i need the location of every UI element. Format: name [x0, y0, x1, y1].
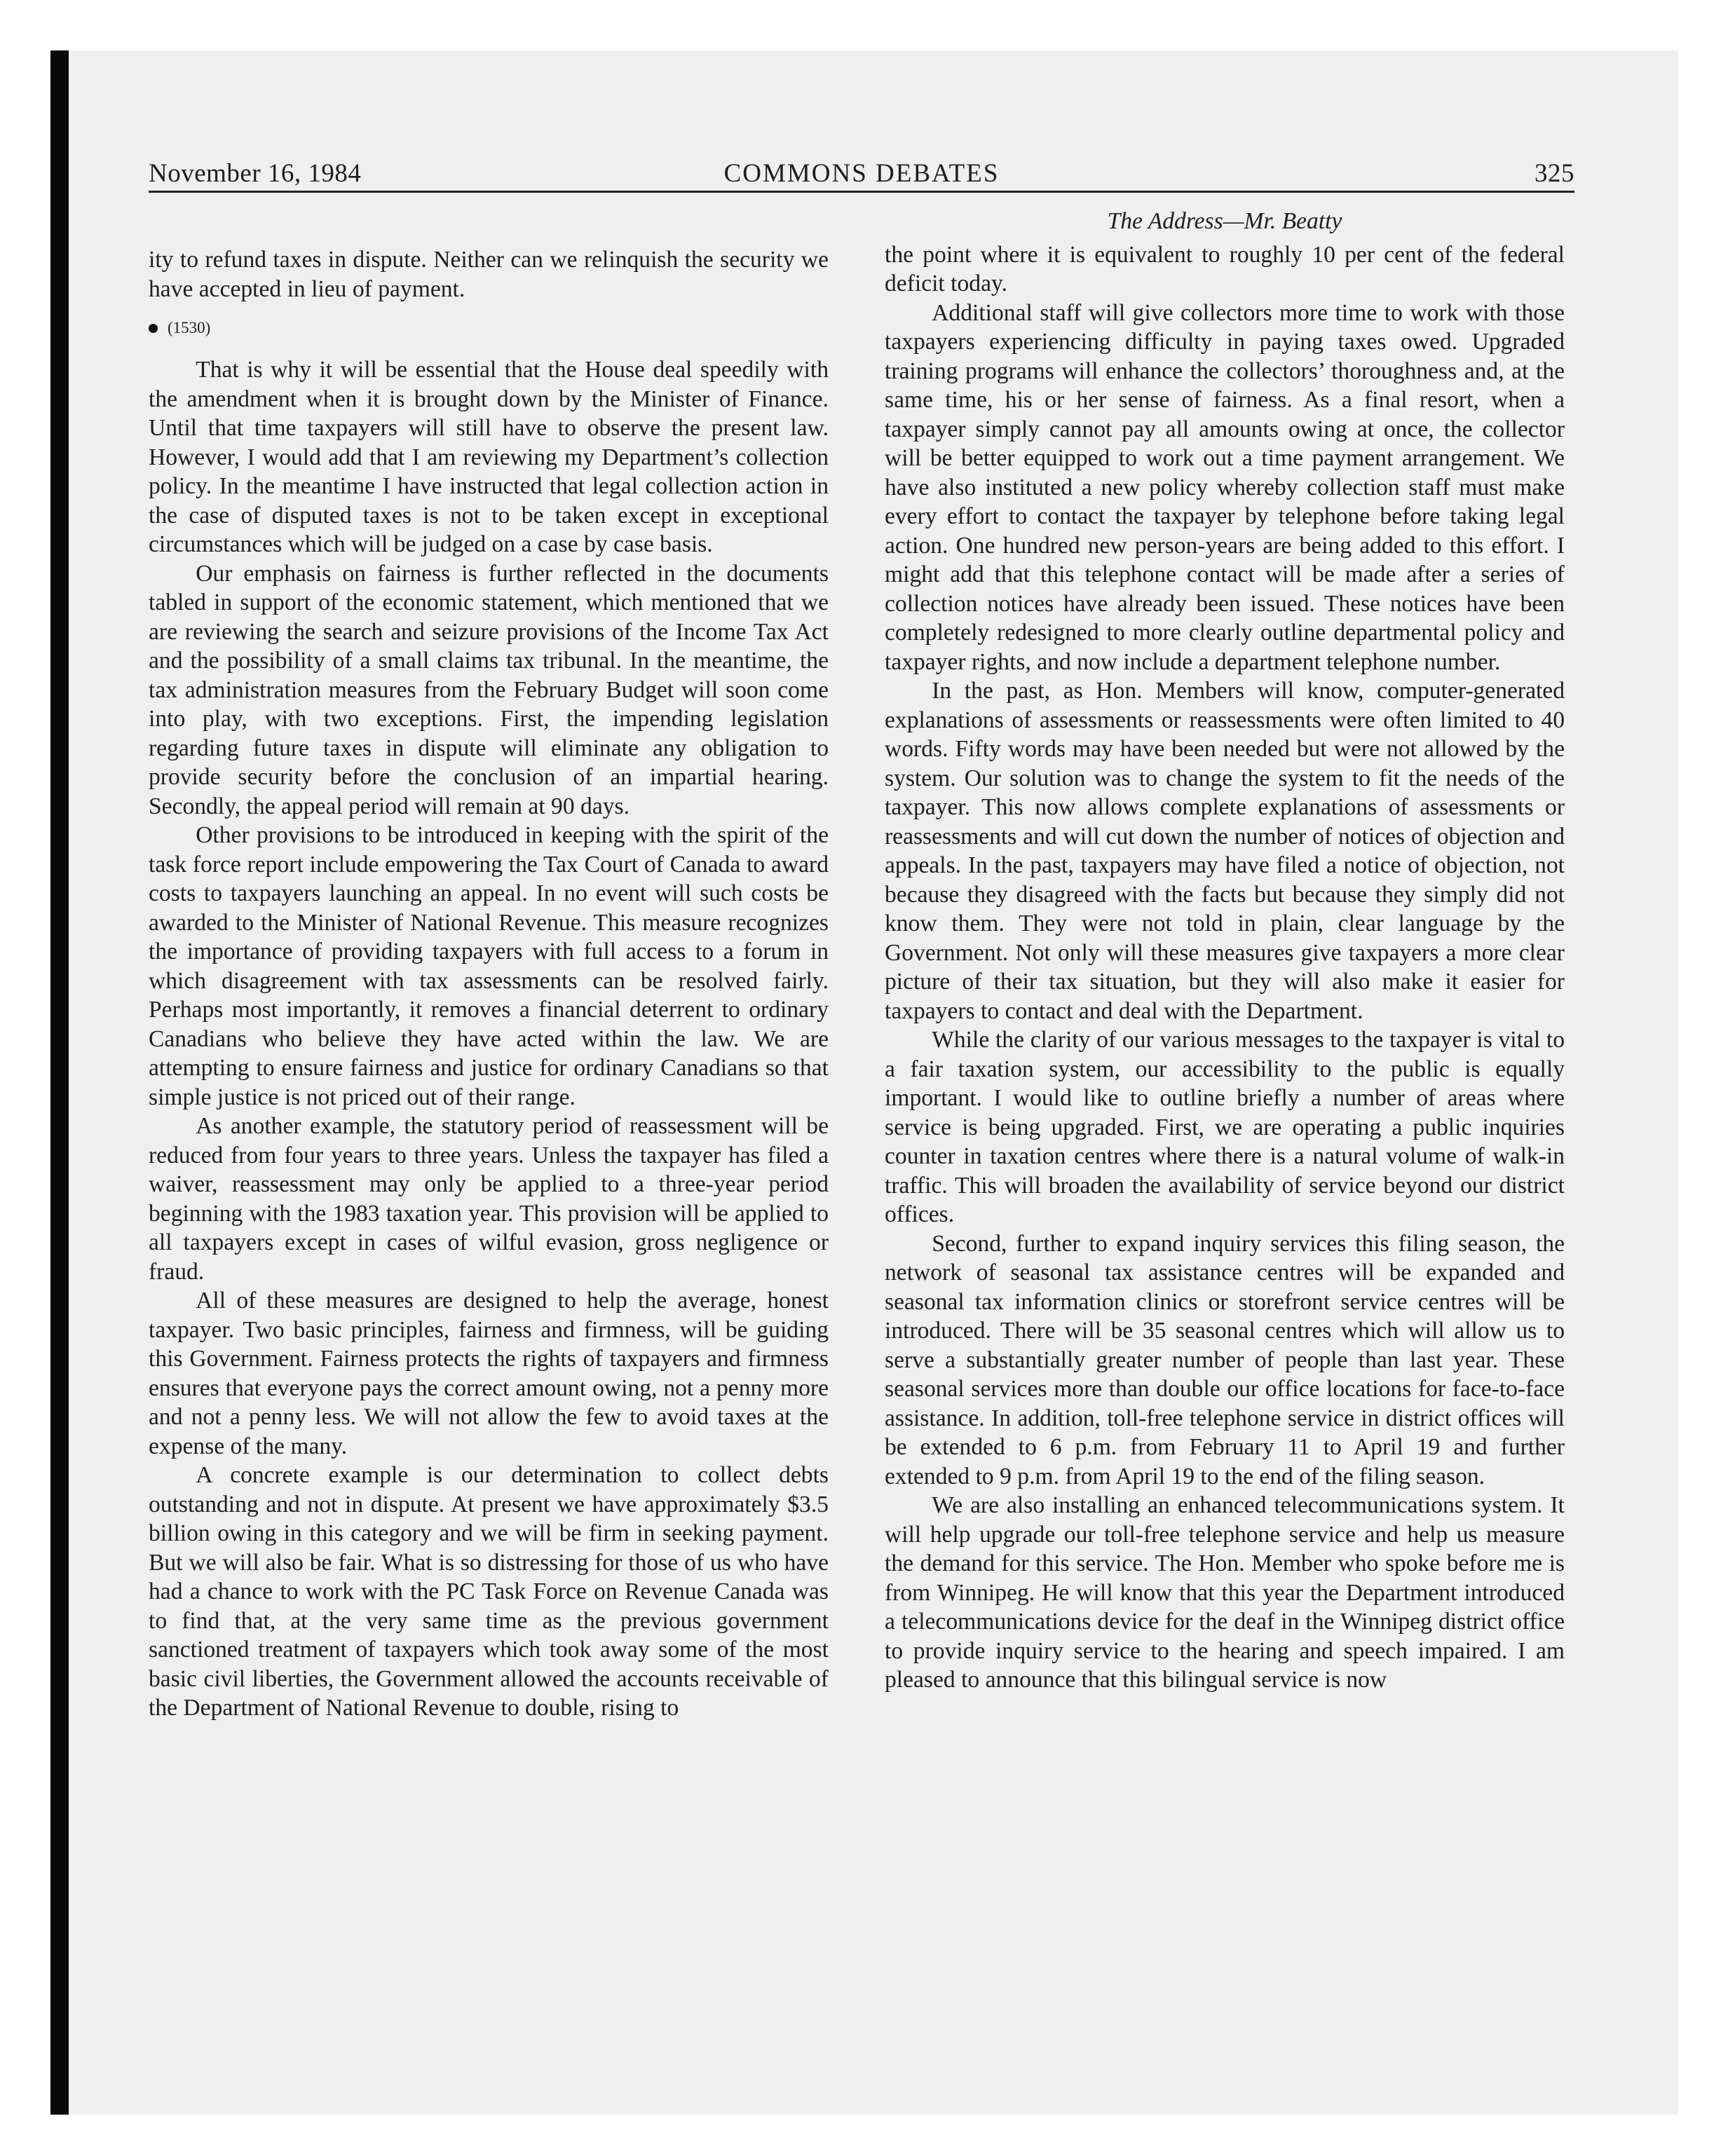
paragraph: As another example, the statutory period of reassessment will be reduced from four years to three years. Unless the taxpayer has filed a waiver, reassessment may only be applied to a three-year period beginning with the 1983 taxation year. This provision will be applied to all taxpayers except in cases of wilful evasion, gross negligence or fraud. — [149, 1113, 829, 1285]
page-header — [149, 154, 1574, 193]
header-title: COMMONS DEBATES — [723, 159, 1000, 188]
paragraph: ity to refund taxes in dispute. Neither can we relinquish the security we have accepted in lieu of payment. — [149, 247, 829, 302]
paragraph: Other provisions to be introduced in keeping with the spirit of the task force report include empowering the Tax Court of Canada to award costs to taxpayers launching an appeal. In no event will such costs be awarded to the Minister of National Revenue. This measure recognizes the importance of providing taxpayers with full access to a forum in which disagreement with tax assessments can be resolved fairly. Perhaps most importantly, it removes a financial deterrent to ordinary Canadians who believe they have acted within the law. We are attempting to ensure fairness and justice for ordinary Canadians so that simple justice is not priced out of their range. — [149, 822, 829, 1110]
paragraph: the point where it is equivalent to roughly 10 per cent of the federal deficit today. — [885, 241, 1565, 296]
bullet-icon — [149, 324, 158, 333]
paragraph: While the clarity of our various messages to the taxpayer is vital to a fair taxation system, our accessibility to the public is equally important. I would like to outline briefly a number of areas where service is being upgraded. First, we are operating a public inquiries counter in taxation centres where there is a natural volume of walk-in traffic. This will broaden the availability of service beyond our district offices. — [885, 1027, 1565, 1227]
paragraph: Additional staff will give collectors more time to work with those taxpayers experiencing difficulty in paying taxes owed. Upgraded training programs will enhance the collectors’ thoroughness and, at the same time, his or her sense of fairness. As a final resort, when a taxpayer simply cannot pay all amounts owing at once, the collector will be better equipped to work out a time payment arrangement. We have also instituted a new policy whereby collection staff must make every effort to contact the taxpayer by telephone before taking legal action. One hundred new person-years are being added to this effort. I might add that this telephone contact will be made after a series of collection notices have already been issued. These notices have been completely redesigned to more clearly outline departmental policy and taxpayer rights, and now include a department telephone number. — [885, 299, 1565, 675]
left-column — [149, 245, 829, 1723]
paragraph: A concrete example is our determination to collect debts outstanding and not in dispute. At present we have approximately $3.5 billion owing in this category and we will be firm in seeking payment. But we will also be fair. What is so distressing for those of us who have had a chance to work with the PC Task Force on Revenue Canada was to find that, at the very same time as the previous government sanctioned treatment of taxpayers which took away some of the most basic civil liberties, the Government allowed the accounts receivable of the Department of National Revenue to double, rising to — [149, 1462, 829, 1721]
running-head: The Address—Mr. Beatty — [1107, 208, 1342, 234]
paragraph: In the past, as Hon. Members will know, computer-generated explanations of assessments or reassessments were often limited to 40 words. Fifty words may have been needed but were not allowed by the system. Our solution was to change the system to fit the needs of the taxpayer. This now allows complete explanations of assessments or reassessments and will cut down the number of notices of objection and appeals. In the past, taxpayers may have filed a notice of objection, not because they disagreed with the facts but because they simply did not know them. They were not told in plain, clear language by the Government. Not only will these measures give taxpayers a more clear picture of their tax situation, but they will also make it easier for taxpayers to contact and deal with the Department. — [885, 678, 1565, 1024]
paragraph: All of these measures are designed to help the average, honest taxpayer. Two basic principles, fairness and firmness, will be guiding this Government. Fairness protects the rights of taxpayers and firmness ensures that everyone pays the correct amount owing, not a penny more and not a penny less. We will not allow the few to avoid taxes at the expense of the many. — [149, 1288, 829, 1459]
paragraph: That is why it will be essential that the House deal speedily with the amendment when it is brought down by the Minister of Finance. Until that time taxpayers will still have to observe the present law. However, I would add that I am reviewing my Department’s collection policy. In the meantime I have instructed that legal collection action in the case of disputed taxes is not to be taken except in exceptional circumstances which will be judged on a case by case basis. — [149, 357, 829, 557]
paragraph: We are also installing an enhanced telecommunications system. It will help upgrade our toll-free telephone service and help us measure the demand for this service. The Hon. Member who spoke before me is from Winnipeg. He will know that this year the Department introduced a telecommunications device for the deaf in the Winnipeg district office to provide inquiry service to the hearing and speech impaired. I am pleased to announce that this bilingual service is now — [885, 1492, 1565, 1693]
binding-edge — [50, 50, 69, 2115]
paragraph: Our emphasis on fairness is further reflected in the documents tabled in support of the economic statement, which mentioned that we are reviewing the search and seizure provisions of the Income Tax Act and the possibility of a small claims tax tribunal. In the meantime, the tax administration measures from the February Budget will soon come into play, with two exceptions. First, the impending legislation regarding future taxes in dispute will eliminate any obligation to provide security before the conclusion of an impartial hearing. Secondly, the appeal period will remain at 90 days. — [149, 560, 829, 819]
page-number: 325 — [1535, 159, 1574, 188]
timestamp-text: (1530) — [168, 319, 211, 336]
header-rule — [149, 191, 1574, 193]
header-date: November 16, 1984 — [149, 159, 362, 188]
paragraph: Second, further to expand inquiry services this filing season, the network of seasonal tax assistance centres will be expanded and seasonal tax information clinics or storefront service centres will be introduced. There will be 35 seasonal centres which will allow us to serve a substantially greater number of people than last year. These seasonal services more than double our office locations for face-to-face assistance. In addition, toll-free telephone service in district offices will be extended to 6 p.m. from February 11 to April 19 and further extended to 9 p.m. from April 19 to the end of the filing season. — [885, 1230, 1565, 1489]
right-column — [885, 207, 1565, 1695]
timestamp-marker — [149, 318, 829, 339]
